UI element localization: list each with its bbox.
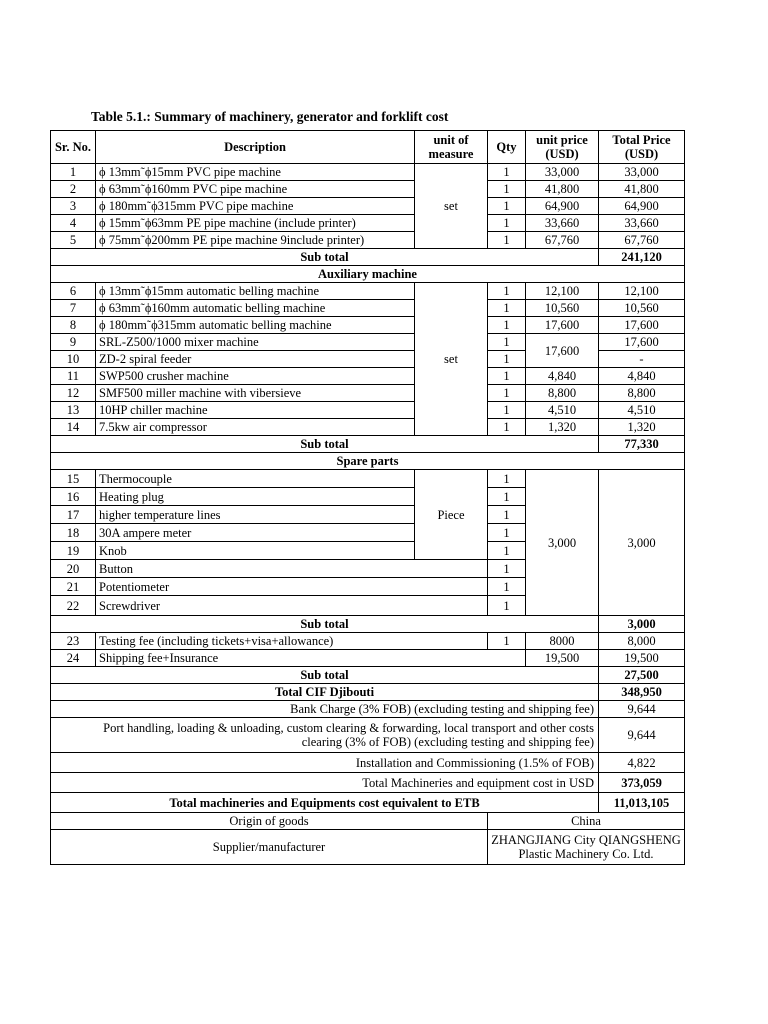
table-row [51, 385, 685, 402]
total-usd-label: Total Machineries and equipment cost in USD [51, 773, 599, 793]
header-qty: Qty [488, 131, 526, 164]
row-description: ϕ 180mm˜ϕ315mm automatic belling machine [96, 317, 415, 334]
row-no: 7 [51, 300, 96, 317]
row-qty: 1 [488, 283, 526, 300]
table-row [51, 198, 685, 215]
table-row [51, 181, 685, 198]
row-no: 15 [51, 470, 96, 488]
section-title-spare-parts: Spare parts [51, 453, 685, 470]
table-row [51, 633, 685, 650]
subtotal-value: 241,120 [599, 249, 685, 266]
row-qty: 1 [488, 488, 526, 506]
row-total-price: 4,840 [599, 368, 685, 385]
subtotal-label: Sub total [51, 616, 599, 633]
origin-row [51, 813, 685, 830]
row-unit-price: 12,100 [526, 283, 599, 300]
section-title-row [51, 453, 685, 470]
row-qty: 1 [488, 524, 526, 542]
machinery-cost-table [50, 130, 685, 865]
row-total-price: 4,510 [599, 402, 685, 419]
unit-cell: set [415, 164, 488, 249]
row-no: 24 [51, 650, 96, 667]
row-qty: 1 [488, 633, 526, 650]
row-qty: 1 [488, 181, 526, 198]
row-qty: 1 [488, 351, 526, 368]
table-row [51, 317, 685, 334]
subtotal-label: Sub total [51, 249, 599, 266]
row-unit-price: 8,800 [526, 385, 599, 402]
subtotal-value: 77,330 [599, 436, 685, 453]
table-row [51, 419, 685, 436]
table-row [51, 283, 685, 300]
origin-value: China [488, 813, 685, 830]
port-handling-row [51, 718, 685, 753]
supplier-value: ZHANGJIANG City QIANGSHENG Plastic Machinery Co. Ltd. [488, 830, 685, 865]
row-description: Knob [96, 542, 415, 560]
row-total-price: - [599, 351, 685, 368]
section-title-auxiliary: Auxiliary machine [51, 266, 685, 283]
row-qty: 1 [488, 578, 526, 596]
header-sr-no: Sr. No. [51, 131, 96, 164]
row-description: Screwdriver [96, 596, 488, 616]
row-description: 30A ampere meter [96, 524, 415, 542]
row-no: 10 [51, 351, 96, 368]
supplier-label: Supplier/manufacturer [51, 830, 488, 865]
row-qty: 1 [488, 419, 526, 436]
row-no: 20 [51, 560, 96, 578]
row-no: 3 [51, 198, 96, 215]
row-no: 16 [51, 488, 96, 506]
bank-charge-label: Bank Charge (3% FOB) (excluding testing and shipping fee) [51, 701, 599, 718]
row-qty: 1 [488, 334, 526, 351]
row-unit-price: 64,900 [526, 198, 599, 215]
merged-unit-price: 17,600 [526, 334, 599, 368]
row-description: higher temperature lines [96, 506, 415, 524]
row-description: ϕ 63mm˜ϕ160mm PVC pipe machine [96, 181, 415, 198]
installation-row [51, 753, 685, 773]
row-total-price: 33,000 [599, 164, 685, 181]
row-qty: 1 [488, 560, 526, 578]
row-unit-price: 8000 [526, 633, 599, 650]
row-no: 17 [51, 506, 96, 524]
unit-cell: set [415, 283, 488, 436]
header-total-price: Total Price (USD) [599, 131, 685, 164]
row-unit-price: 33,660 [526, 215, 599, 232]
row-description: Heating plug [96, 488, 415, 506]
row-no: 21 [51, 578, 96, 596]
merged-unit-price: 3,000 [526, 470, 599, 616]
header-unit: unit of measure [415, 131, 488, 164]
row-no: 12 [51, 385, 96, 402]
row-description: Testing fee (including tickets+visa+allowance) [96, 633, 488, 650]
installation-value: 4,822 [599, 753, 685, 773]
row-no: 23 [51, 633, 96, 650]
row-total-price: 33,660 [599, 215, 685, 232]
table-row [51, 402, 685, 419]
row-qty: 1 [488, 402, 526, 419]
total-cif-label: Total CIF Djibouti [51, 684, 599, 701]
row-description: ϕ 180mm˜ϕ315mm PVC pipe machine [96, 198, 415, 215]
row-unit-price: 4,510 [526, 402, 599, 419]
row-description: SWP500 crusher machine [96, 368, 415, 385]
row-total-price: 64,900 [599, 198, 685, 215]
row-description: Button [96, 560, 488, 578]
total-etb-row [51, 793, 685, 813]
row-no: 2 [51, 181, 96, 198]
total-usd-row [51, 773, 685, 793]
row-no: 18 [51, 524, 96, 542]
table-row [51, 650, 685, 667]
row-unit-price: 33,000 [526, 164, 599, 181]
origin-label: Origin of goods [51, 813, 488, 830]
row-qty: 1 [488, 506, 526, 524]
row-qty: 1 [488, 232, 526, 249]
row-unit-price: 67,760 [526, 232, 599, 249]
row-total-price: 1,320 [599, 419, 685, 436]
row-no: 4 [51, 215, 96, 232]
row-qty: 1 [488, 385, 526, 402]
subtotal-row [51, 667, 685, 684]
header-unit-price: unit price (USD) [526, 131, 599, 164]
row-description: ϕ 13mm˜ϕ15mm PVC pipe machine [96, 164, 415, 181]
subtotal-value: 3,000 [599, 616, 685, 633]
row-unit-price: 1,320 [526, 419, 599, 436]
bank-charge-row [51, 701, 685, 718]
row-total-price: 67,760 [599, 232, 685, 249]
row-qty: 1 [488, 164, 526, 181]
header-description: Description [96, 131, 415, 164]
header-row [51, 131, 685, 164]
table-row [51, 470, 685, 488]
table-caption: Table 5.1.: Summary of machinery, generator and forklift cost [91, 109, 449, 124]
row-no: 6 [51, 283, 96, 300]
port-handling-label: Port handling, loading & unloading, custom clearing & forwarding, local transport and other costs clearing (3% of FOB) (excluding testing and shipping fee) [51, 718, 599, 753]
row-qty: 1 [488, 542, 526, 560]
row-unit-price: 10,560 [526, 300, 599, 317]
row-description: Potentiometer [96, 578, 488, 596]
row-unit-price: 19,500 [526, 650, 599, 667]
row-unit-price: 17,600 [526, 317, 599, 334]
row-total-price: 8,800 [599, 385, 685, 402]
port-handling-value: 9,644 [599, 718, 685, 753]
row-description: SRL-Z500/1000 mixer machine [96, 334, 415, 351]
total-cif-row [51, 684, 685, 701]
table-row [51, 232, 685, 249]
subtotal-label: Sub total [51, 436, 599, 453]
row-no: 22 [51, 596, 96, 616]
row-no: 11 [51, 368, 96, 385]
subtotal-value: 27,500 [599, 667, 685, 684]
merged-total-price: 3,000 [599, 470, 685, 616]
row-total-price: 41,800 [599, 181, 685, 198]
table-row [51, 215, 685, 232]
row-total-price: 17,600 [599, 334, 685, 351]
row-no: 9 [51, 334, 96, 351]
row-description: SMF500 miller machine with vibersieve [96, 385, 415, 402]
row-qty: 1 [488, 368, 526, 385]
row-unit-price: 41,800 [526, 181, 599, 198]
section-title-row [51, 266, 685, 283]
row-total-price: 8,000 [599, 633, 685, 650]
row-no: 14 [51, 419, 96, 436]
table-row [51, 334, 685, 351]
subtotal-row [51, 616, 685, 633]
row-no: 5 [51, 232, 96, 249]
subtotal-row [51, 249, 685, 266]
table-row [51, 164, 685, 181]
row-qty: 1 [488, 317, 526, 334]
row-description: ϕ 13mm˜ϕ15mm automatic belling machine [96, 283, 415, 300]
row-qty: 1 [488, 198, 526, 215]
row-no: 19 [51, 542, 96, 560]
row-description: Thermocouple [96, 470, 415, 488]
row-description: ϕ 15mm˜ϕ63mm PE pipe machine (include printer) [96, 215, 415, 232]
total-etb-value: 11,013,105 [599, 793, 685, 813]
row-description: 10HP chiller machine [96, 402, 415, 419]
installation-label: Installation and Commissioning (1.5% of FOB) [51, 753, 599, 773]
row-description: 7.5kw air compressor [96, 419, 415, 436]
row-description: ϕ 75mm˜ϕ200mm PE pipe machine 9include printer) [96, 232, 415, 249]
total-cif-value: 348,950 [599, 684, 685, 701]
row-no: 13 [51, 402, 96, 419]
row-no: 1 [51, 164, 96, 181]
bank-charge-value: 9,644 [599, 701, 685, 718]
unit-cell: Piece [415, 470, 488, 560]
row-total-price: 12,100 [599, 283, 685, 300]
table-row [51, 368, 685, 385]
subtotal-label: Sub total [51, 667, 599, 684]
row-description: ZD-2 spiral feeder [96, 351, 415, 368]
subtotal-row [51, 436, 685, 453]
total-usd-value: 373,059 [599, 773, 685, 793]
row-total-price: 10,560 [599, 300, 685, 317]
total-etb-label: Total machineries and Equipments cost equivalent to ETB [51, 793, 599, 813]
row-description: ϕ 63mm˜ϕ160mm automatic belling machine [96, 300, 415, 317]
row-unit-price: 4,840 [526, 368, 599, 385]
row-qty: 1 [488, 300, 526, 317]
row-no: 8 [51, 317, 96, 334]
supplier-row [51, 830, 685, 865]
row-description: Shipping fee+Insurance [96, 650, 526, 667]
row-total-price: 19,500 [599, 650, 685, 667]
table-row [51, 300, 685, 317]
row-qty: 1 [488, 470, 526, 488]
row-qty: 1 [488, 596, 526, 616]
row-total-price: 17,600 [599, 317, 685, 334]
row-qty: 1 [488, 215, 526, 232]
